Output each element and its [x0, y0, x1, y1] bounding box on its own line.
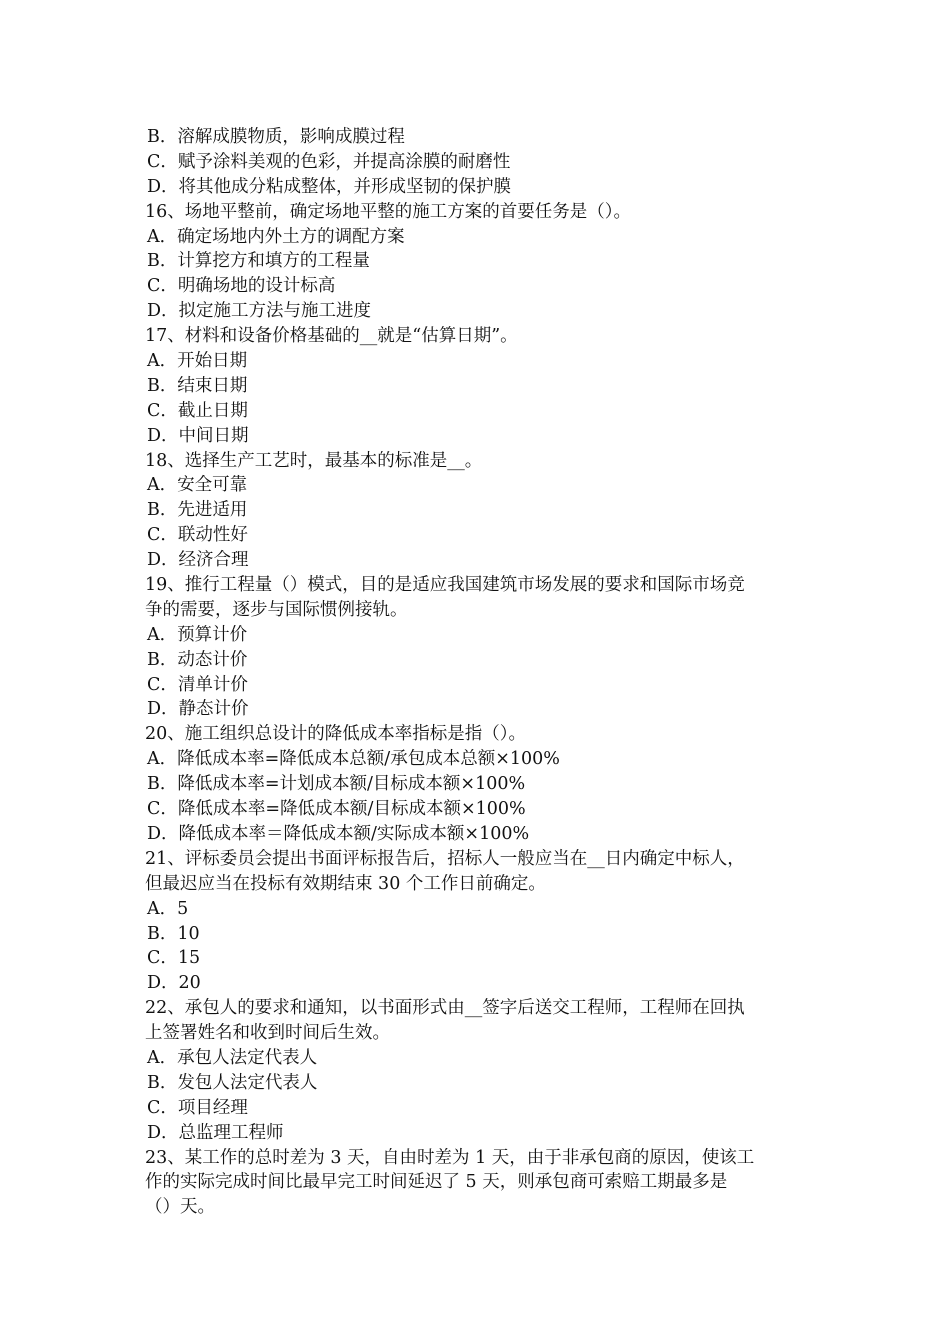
option-line: A．开始日期	[147, 351, 248, 372]
option-line: D．总监理工程师	[147, 1122, 284, 1143]
option-line: B．计算挖方和填方的工程量	[147, 251, 370, 272]
option-line: D．静态计价	[147, 699, 249, 720]
option-line: A．5	[147, 898, 189, 919]
option-line: C．清单计价	[147, 674, 248, 695]
option-line: B．降低成本率=计划成本额/目标成本额×100%	[147, 774, 526, 795]
option-line: C．15	[147, 948, 201, 969]
question-line: 22、承包人的要求和通知，以书面形式由__签字后送交工程师，工程师在回执	[145, 998, 745, 1019]
question-line: 16、场地平整前，确定场地平整的施工方案的首要任务是（）。	[145, 201, 632, 222]
question-continuation-line: 上签署姓名和收到时间后生效。	[145, 1023, 390, 1044]
question-line: 18、选择生产工艺时，最基本的标准是__。	[145, 450, 483, 471]
option-line: B．结束日期	[147, 375, 248, 396]
document-body	[145, 125, 810, 1220]
option-line: C．项目经理	[147, 1097, 248, 1118]
option-line: B．溶解成膜物质，影响成膜过程	[147, 127, 405, 147]
question-line: 21、评标委员会提出书面评标报告后，招标人一般应当在__日内确定中标人，	[145, 848, 745, 869]
option-line: B．发包人法定代表人	[147, 1072, 318, 1093]
option-line: C．降低成本率=降低成本额/目标成本额×100%	[147, 799, 526, 820]
question-line: 17、材料和设备价格基础的__就是“估算日期”。	[145, 326, 518, 347]
option-line: D．中间日期	[147, 425, 249, 446]
option-line: C．赋予涂料美观的色彩，并提高涂膜的耐磨性	[147, 151, 511, 172]
question-line: 23、某工作的总时差为 3 天，自由时差为 1 天，由于非承包商的原因，使该工	[145, 1147, 755, 1168]
option-line: C．截止日期	[147, 400, 248, 421]
question-continuation-line: 争的需要，逐步与国际惯例接轨。	[145, 599, 408, 620]
option-line: B．动态计价	[147, 649, 248, 670]
option-line: C．联动性好	[147, 525, 248, 546]
option-line: A．预算计价	[147, 624, 248, 645]
question-continuation-line: （）天。	[145, 1197, 215, 1218]
option-line: A．降低成本率=降低成本总额/承包成本总额×100%	[147, 749, 560, 770]
question-line: 19、推行工程量（）模式，目的是适应我国建筑市场发展的要求和国际市场竞	[145, 575, 745, 596]
option-line: D．20	[147, 973, 201, 994]
question-continuation-line: 但最迟应当在投标有效期结束 30 个工作日前确定。	[145, 873, 546, 894]
option-line: A．安全可靠	[147, 475, 248, 496]
option-line: C．明确场地的设计标高	[147, 276, 336, 297]
option-line: A．确定场地内外土方的调配方案	[147, 226, 405, 247]
question-line: 20、施工组织总设计的降低成本率指标是指（）。	[145, 724, 527, 745]
question-continuation-line: 作的实际完成时间比最早完工时间延迟了 5 天，则承包商可索赔工期最多是	[145, 1172, 728, 1193]
option-line: B．10	[147, 923, 200, 944]
option-line: B．先进适用	[147, 500, 248, 521]
option-line: D．降低成本率＝降低成本额/实际成本额×100%	[147, 823, 530, 844]
option-line: D．经济合理	[147, 550, 249, 571]
option-line: D．拟定施工方法与施工进度	[147, 301, 372, 322]
option-line: A．承包人法定代表人	[147, 1047, 318, 1068]
option-line: D．将其他成分粘成整体，并形成坚韧的保护膜	[147, 176, 512, 197]
